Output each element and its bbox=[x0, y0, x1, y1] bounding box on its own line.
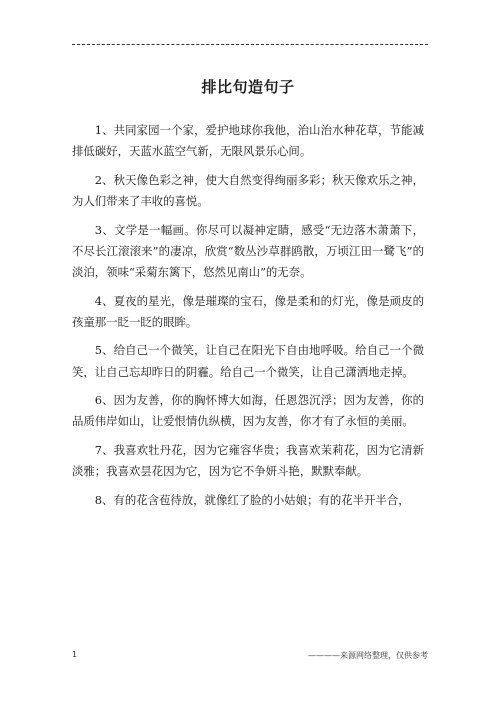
paragraph-4: 4、夏夜的星光，像是璀璨的宝石，像是柔和的灯光，像是顽皮的孩童那一眨一眨的眼眸。 bbox=[72, 293, 424, 329]
paragraph-2: 2、秋天像色彩之神，使大自然变得绚丽多彩；秋天像欢乐之神，为人们带来了丰收的喜悦。 bbox=[72, 172, 424, 208]
paragraph-8: 8、有的花含苞待放，就像红了脸的小姑娘；有的花半开半合， bbox=[94, 492, 410, 507]
paragraph-3: 3、文学是一幅画。你尽可以凝神定睛，感受“无边落木萧萧下，不尽长江滚滚来”的凄凉，欣赏“数丛沙草群鸥散，万顷江田一鹭飞”的淡泊，领味“采菊东篱下，悠然见南山”的无奈。 bbox=[72, 222, 424, 279]
document-body bbox=[72, 120, 424, 518]
paragraph-1: 1、共同家园一个家，爱护地球你我他，治山治水种花草，节能减排低碳好，天蓝水蓝空气新，无限风景乐心间。 bbox=[72, 123, 424, 159]
paragraph-7: 7、我喜欢牡丹花，因为它雍容华贵；我喜欢茉莉花，因为它清新淡雅；我喜欢昙花因为它，因为它不争妍斗艳，默默奉献。 bbox=[72, 442, 424, 479]
paragraph-5: 5、给自己一个微笑，让自己在阳光下自由地呼吸。给自己一个微笑，让自己忘却昨日的阴霾。给自己一个微笑，让自己潇洒地走掉。 bbox=[72, 343, 424, 379]
header-dashed-rule bbox=[72, 44, 428, 45]
paragraph-6: 6、因为友善，你的胸怀博大如海，任恩怨沉浮；因为友善，你的品质伟岸如山，让爱恨情仇纵横，因为友善，你才有了永恒的美丽。 bbox=[72, 393, 424, 429]
source-note: ————来源网络整理，仅供参考 bbox=[308, 651, 428, 660]
document-title: 排比句造句子 bbox=[201, 78, 295, 96]
page-number: 1 bbox=[72, 650, 78, 659]
